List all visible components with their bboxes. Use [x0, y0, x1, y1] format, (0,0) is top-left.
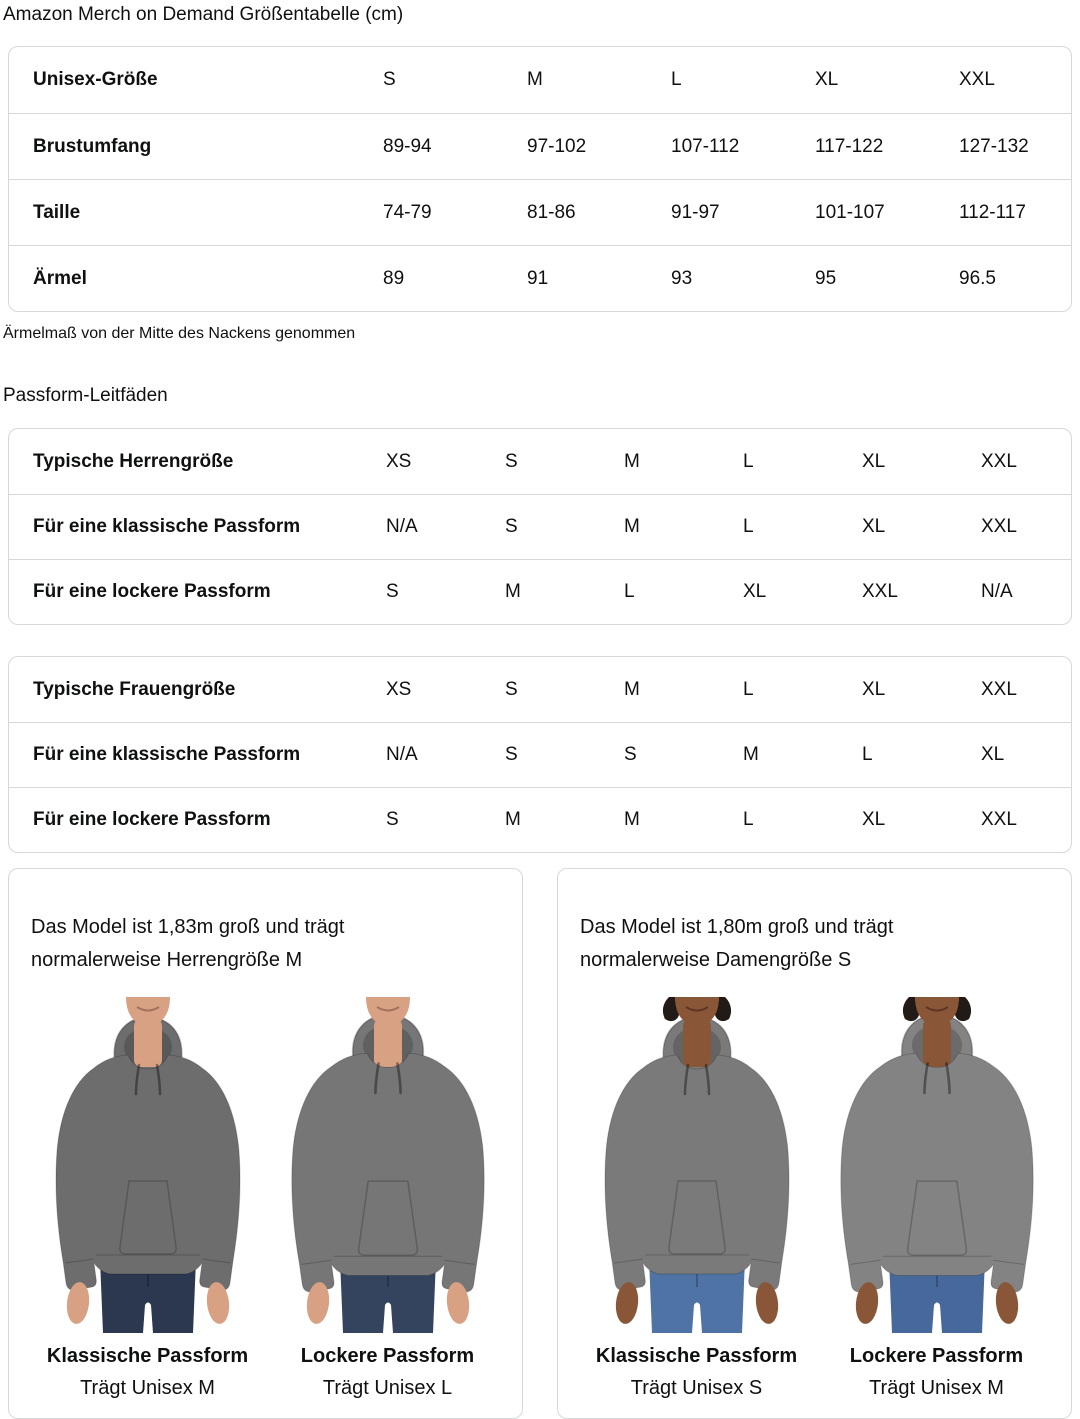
- cell: S: [505, 744, 518, 765]
- cell: XXL: [959, 69, 995, 90]
- row-label: Ärmel: [33, 267, 87, 289]
- cell: 97-102: [527, 135, 587, 157]
- cell: 74-79: [383, 201, 432, 223]
- cell: N/A: [981, 581, 1013, 602]
- model-figure-classic: [581, 997, 813, 1400]
- fit-guides-heading: Passform-Leitfäden: [3, 385, 168, 406]
- cell: M: [505, 809, 521, 830]
- cell: M: [743, 744, 759, 765]
- cell: M: [505, 581, 521, 602]
- cell: 127-132: [959, 135, 1029, 157]
- cell: XL: [862, 678, 886, 700]
- cell: XS: [386, 450, 412, 472]
- cell: S: [386, 809, 399, 830]
- table-row: [9, 429, 1071, 494]
- cell: XL: [862, 516, 886, 537]
- cell: XL: [981, 744, 1005, 765]
- table-row: [9, 245, 1071, 311]
- cell: S: [505, 678, 518, 700]
- fit-caption-sub: Trägt Unisex S: [630, 1377, 763, 1399]
- cell: L: [743, 450, 754, 472]
- cell: XL: [862, 450, 886, 472]
- cell: XXL: [862, 581, 898, 602]
- cell: 95: [815, 267, 837, 289]
- cell: 91: [527, 267, 549, 289]
- cell: XS: [386, 678, 412, 700]
- cell: XXL: [981, 516, 1017, 537]
- row-label: Für eine klassische Passform: [33, 744, 301, 765]
- cell: L: [743, 516, 754, 537]
- fit-caption-sub: Trägt Unisex M: [80, 1377, 215, 1399]
- model-description: Das Model ist 1,80m groß und trägt normalerweise Damengröße S: [580, 916, 894, 971]
- row-label: Brustumfang: [33, 135, 152, 157]
- sleeve-measurement-note: Ärmelmaß von der Mitte des Nackens genommen: [3, 325, 356, 342]
- cell: S: [383, 69, 396, 90]
- cell: 81-86: [527, 201, 576, 223]
- model-photo: [272, 997, 504, 1333]
- table-row: [9, 722, 1071, 787]
- table-row: [9, 787, 1071, 852]
- cell: N/A: [386, 516, 418, 537]
- cell: S: [505, 516, 518, 537]
- table-row: [9, 113, 1071, 179]
- cell: XL: [743, 581, 767, 602]
- cell: 91-97: [671, 201, 720, 223]
- table-row: [9, 47, 1071, 113]
- model-figure-classic: [32, 997, 264, 1400]
- table-row: [9, 494, 1071, 559]
- cell: L: [671, 69, 682, 90]
- model-photos-row: [31, 997, 504, 1400]
- model-cards: [8, 868, 1072, 1419]
- cell: 101-107: [815, 201, 885, 223]
- cell: S: [386, 581, 399, 602]
- cell: M: [527, 69, 543, 90]
- model-photo: [581, 997, 813, 1333]
- model-photo: [821, 997, 1053, 1333]
- cell: 93: [671, 267, 693, 289]
- cell: 117-122: [815, 135, 884, 157]
- fit-caption-title: Klassische Passform: [595, 1345, 798, 1367]
- cell: M: [624, 516, 640, 537]
- unisex-size-table: [8, 46, 1072, 312]
- mens-model-card: [8, 868, 523, 1419]
- table-row: [9, 657, 1071, 722]
- table-row: [9, 179, 1071, 245]
- cell: XL: [862, 809, 886, 830]
- row-label: Taille: [33, 201, 81, 223]
- fit-caption-sub: Trägt Unisex L: [322, 1377, 453, 1399]
- womens-model-card: [557, 868, 1072, 1419]
- model-figure-loose: [272, 997, 504, 1400]
- cell: M: [624, 809, 640, 830]
- model-photos-row: [580, 997, 1053, 1400]
- fit-caption-title: Lockere Passform: [849, 1345, 1024, 1367]
- page-title: Amazon Merch on Demand Größentabelle (cm): [3, 4, 404, 25]
- model-figure-loose: [821, 997, 1053, 1400]
- cell: XXL: [981, 809, 1017, 830]
- row-label: Für eine lockere Passform: [33, 809, 271, 830]
- model-photo: [32, 997, 264, 1333]
- row-label: Typische Herrengröße: [33, 450, 234, 472]
- row-label: Für eine lockere Passform: [33, 581, 271, 602]
- table-row: [9, 559, 1071, 624]
- fit-caption-title: Lockere Passform: [300, 1345, 475, 1367]
- fit-caption-title: Klassische Passform: [46, 1345, 249, 1367]
- cell: XXL: [981, 450, 1017, 472]
- cell: 96.5: [959, 267, 996, 289]
- row-label: Für eine klassische Passform: [33, 516, 301, 537]
- fit-caption-sub: Trägt Unisex M: [869, 1377, 1004, 1399]
- cell: 89-94: [383, 135, 432, 157]
- cell: L: [862, 744, 873, 765]
- row-label: Typische Frauengröße: [33, 678, 236, 700]
- cell: M: [624, 678, 640, 700]
- cell: S: [624, 744, 637, 765]
- cell: XL: [815, 69, 839, 90]
- mens-fit-table: [8, 428, 1072, 625]
- cell: L: [743, 809, 754, 830]
- cell: XXL: [981, 678, 1017, 700]
- cell: L: [624, 581, 635, 602]
- womens-fit-table: [8, 656, 1072, 853]
- cell: 89: [383, 267, 405, 289]
- cell: M: [624, 450, 640, 472]
- cell: 107-112: [671, 135, 740, 157]
- cell: L: [743, 678, 754, 700]
- cell: 112-117: [959, 201, 1026, 223]
- model-description: Das Model ist 1,83m groß und trägt normalerweise Herrengröße M: [31, 916, 345, 971]
- row-label: Unisex-Größe: [33, 69, 158, 90]
- cell: S: [505, 450, 518, 472]
- cell: N/A: [386, 744, 418, 765]
